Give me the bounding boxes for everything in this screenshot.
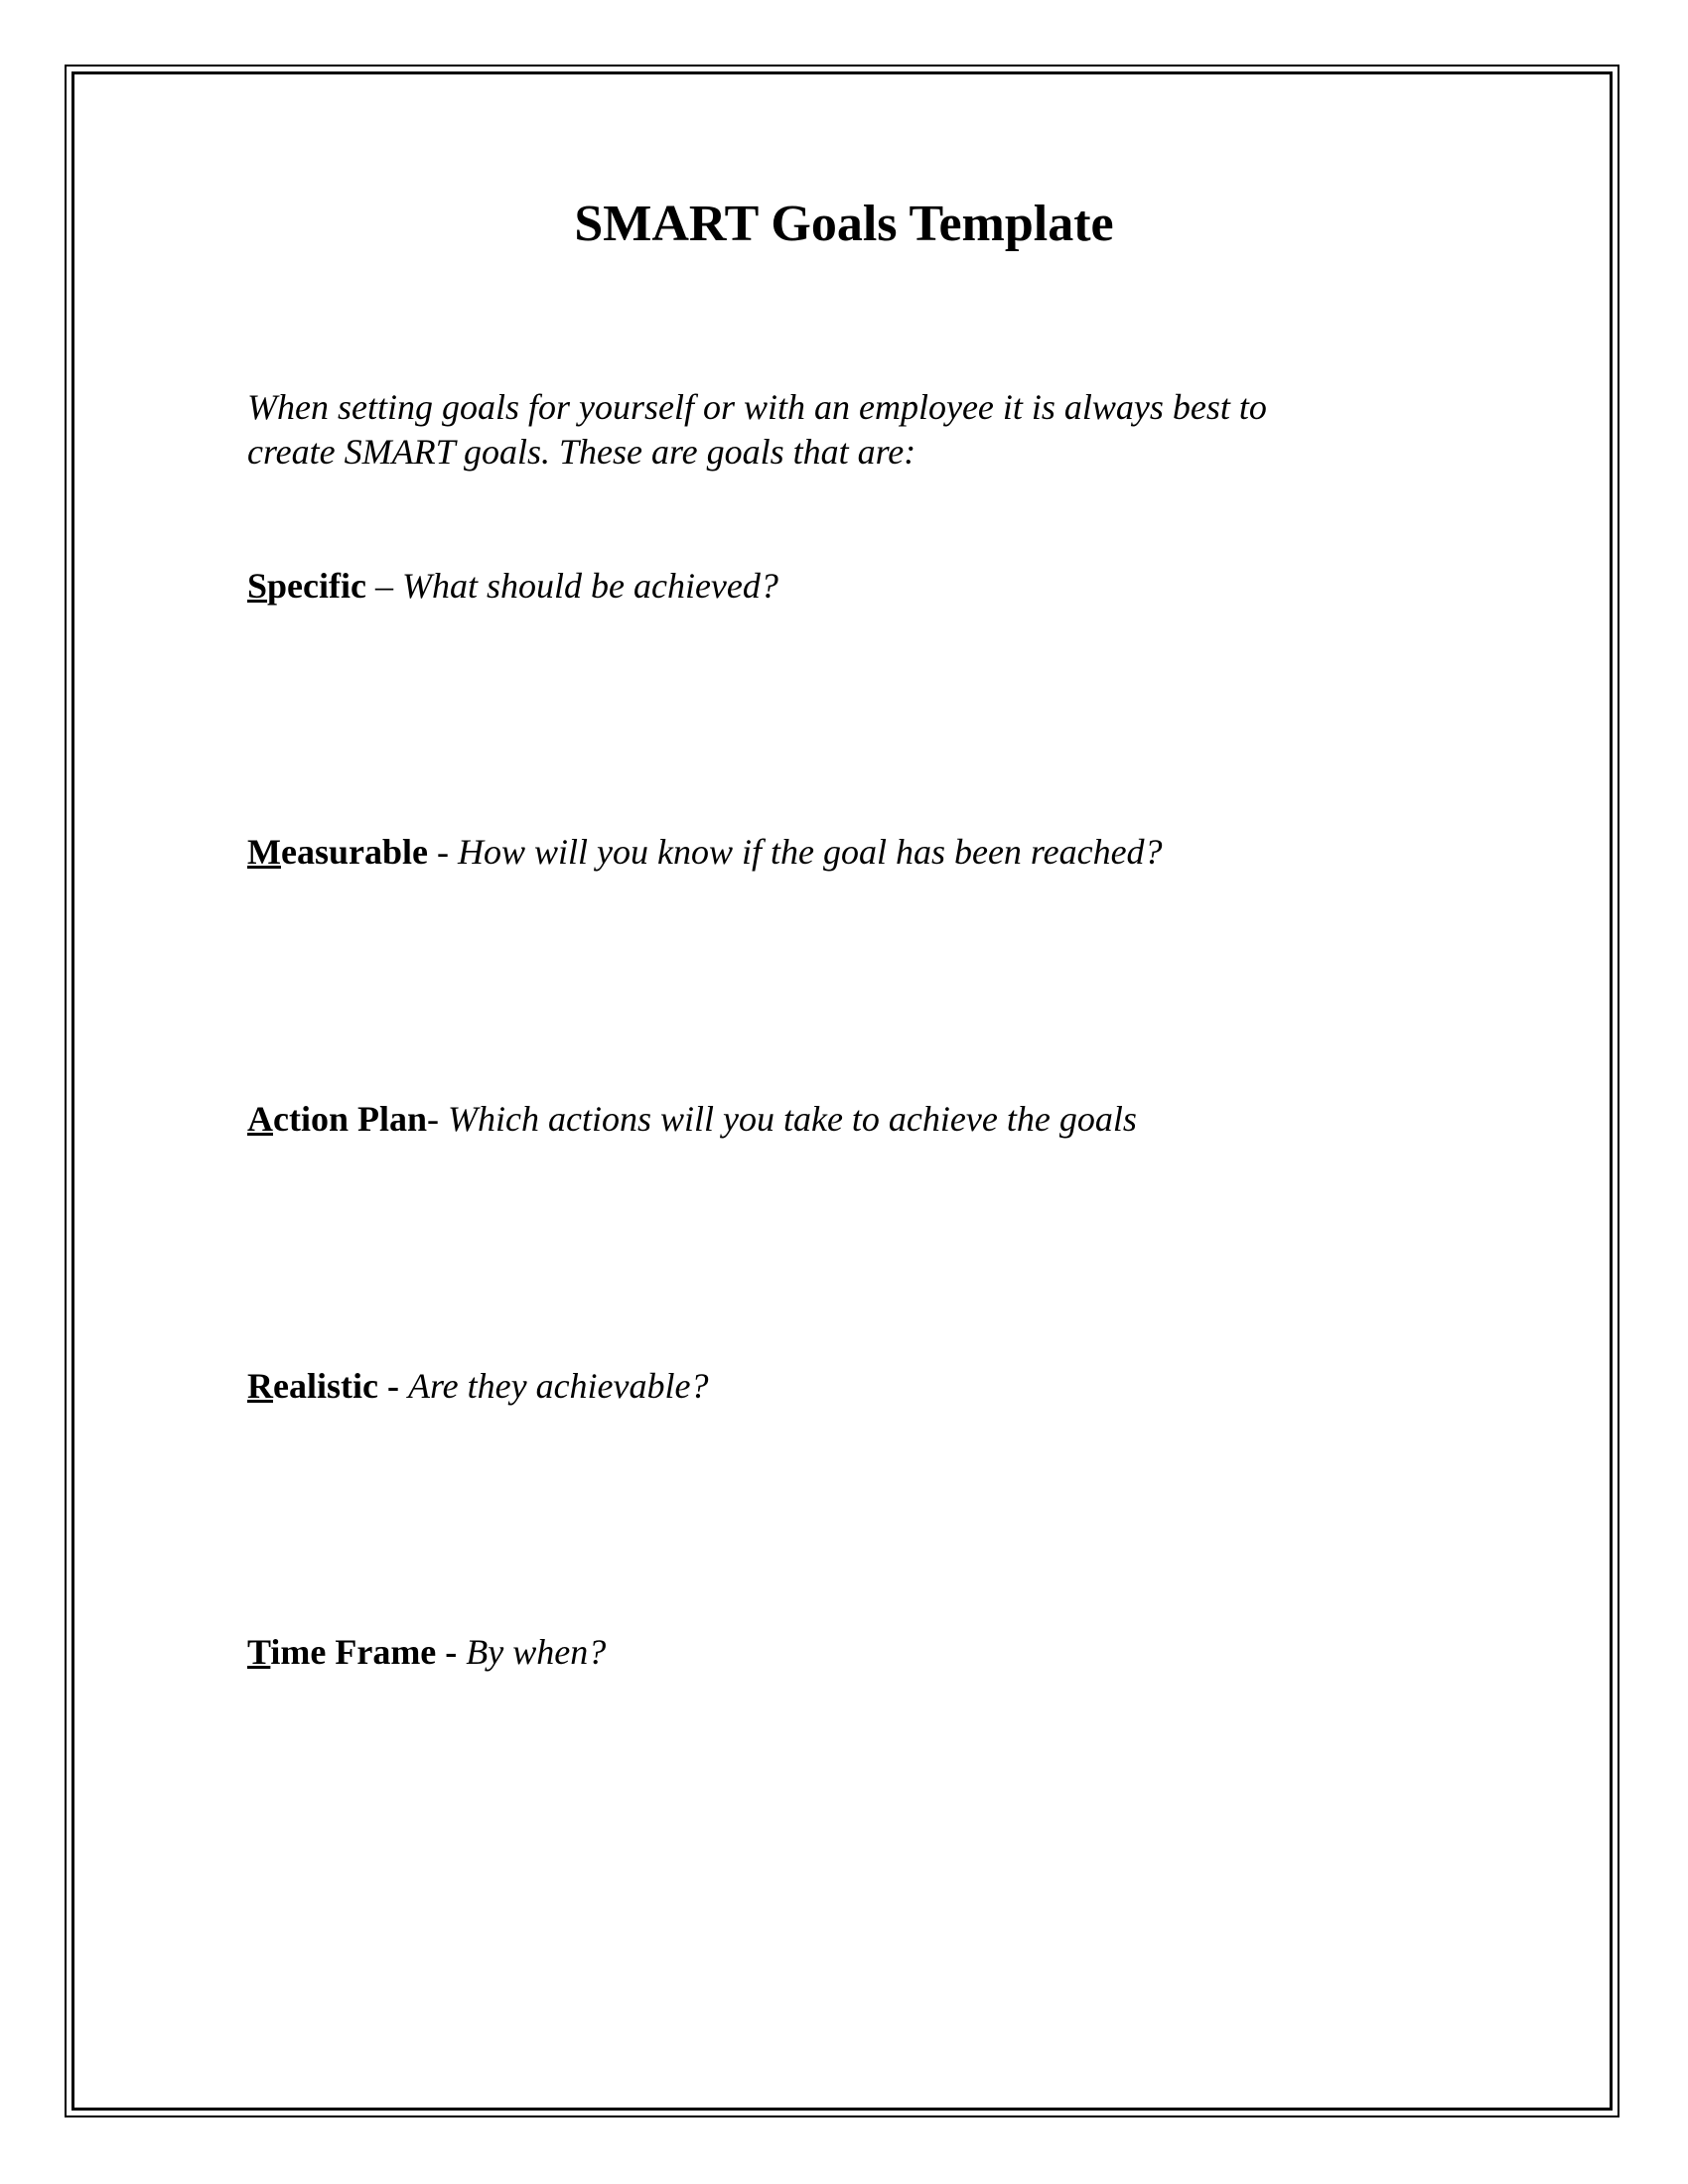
- section-specific: [247, 568, 778, 604]
- section-separator: -: [427, 832, 458, 872]
- section-action-plan: [247, 1101, 1137, 1137]
- section-initial: S: [247, 566, 268, 606]
- section-term: pecific: [267, 566, 366, 606]
- page-border-inner: [71, 71, 1613, 2111]
- section-separator: -: [377, 1366, 408, 1406]
- section-term: ealistic: [273, 1366, 378, 1406]
- section-question: What should be achieved?: [401, 566, 778, 606]
- section-separator: -: [436, 1632, 467, 1672]
- section-initial: R: [247, 1366, 273, 1406]
- intro-paragraph: When setting goals for yourself or with an employee it is always best to create SMART goals. These are goals that are:: [247, 387, 1267, 472]
- section-measurable: [247, 834, 1163, 870]
- section-initial: M: [247, 832, 281, 872]
- section-initial: T: [247, 1632, 271, 1672]
- section-question: Which actions will you take to achieve the goals: [448, 1099, 1137, 1139]
- section-realistic: [247, 1368, 709, 1404]
- section-separator: –: [365, 566, 402, 606]
- section-term: easurable: [280, 832, 428, 872]
- section-term: ction Plan: [273, 1099, 428, 1139]
- section-question: Are they achievable?: [407, 1366, 709, 1406]
- section-question: How will you know if the goal has been reached?: [457, 832, 1163, 872]
- section-question: By when?: [466, 1632, 607, 1672]
- section-separator: -: [427, 1099, 449, 1139]
- section-term: ime Frame: [270, 1632, 437, 1672]
- section-time-frame: [247, 1634, 606, 1670]
- page-title: SMART Goals Template: [574, 196, 1114, 252]
- section-initial: A: [247, 1099, 273, 1139]
